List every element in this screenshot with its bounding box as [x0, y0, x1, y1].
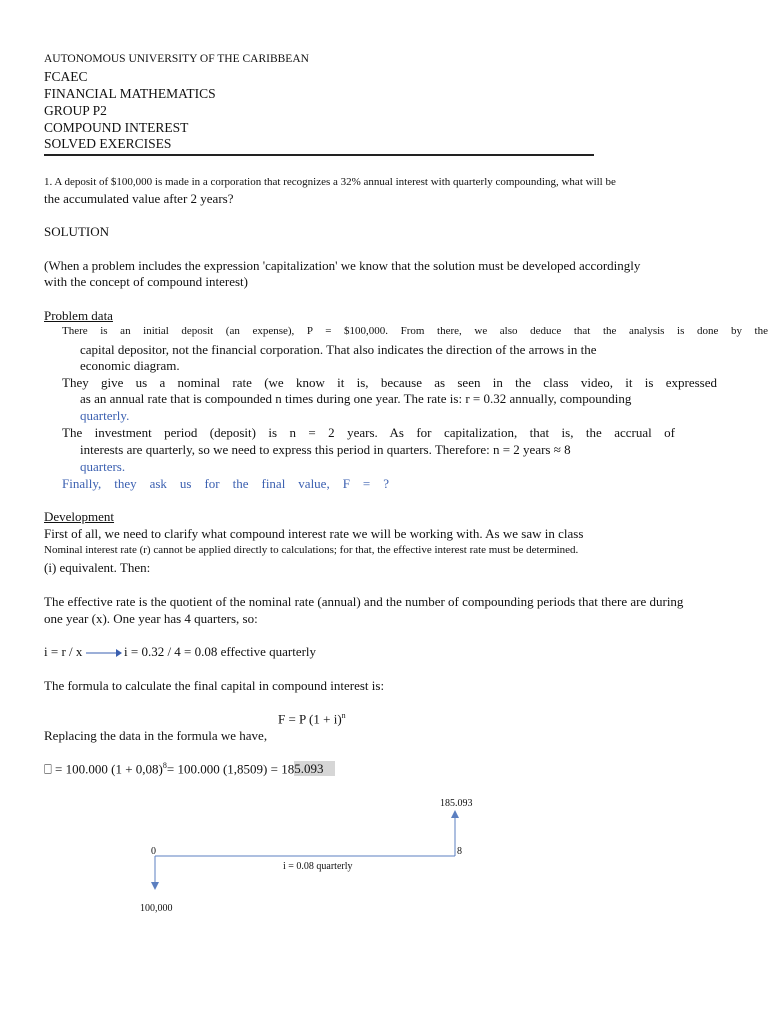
note-line2: with the concept of compound interest): [44, 274, 248, 289]
calculation-part-b: = 100.000 (1,8509) = 18: [166, 761, 295, 777]
note-line1: (When a problem includes the expression 'capitalization' we know that the solution must be developed accordingly: [44, 258, 641, 273]
solution-heading: SOLUTION: [44, 224, 109, 239]
document-type: SOLVED EXERCISES: [44, 136, 172, 151]
group-name: GROUP P2: [44, 103, 107, 118]
formula-exponent: n: [341, 711, 346, 720]
development-line2: Nominal interest rate (r) cannot be applied directly to calculations; for that, the effective interest rate must be determined.: [44, 544, 579, 556]
problem-data-p1-line3: economic diagram.: [80, 358, 180, 373]
problem-data-p2-line3: quarterly.: [80, 408, 130, 423]
effective-rate-result: i = 0.32 / 4 = 0.08 effective quarterly: [124, 644, 317, 659]
problem-data-p3-line2: interests are quarterly, so we need to express this period in quarters. Therefore: n = 2 years ≈ 8: [80, 442, 571, 457]
problem-data-heading: Problem data: [44, 308, 113, 323]
end-period-label: 8: [457, 846, 462, 857]
effective-rate-formula: i = r / x: [44, 644, 83, 659]
future-value-label: 185.093: [440, 798, 473, 809]
problem-data-p1-line2: capital depositor, not the financial corporation. That also indicates the direction of the arrows in the: [80, 342, 597, 357]
calculation-part-a: ⎕ = 100.000 (1 + 0,08): [44, 761, 163, 777]
development-line3: (i) equivalent. Then:: [44, 560, 151, 575]
problem-data-p4: Finally, they ask us for the final value, F = ?: [62, 476, 389, 491]
course-name: FINANCIAL MATHEMATICS: [44, 86, 216, 101]
replacing-data-text: Replacing the data in the formula we have,: [44, 728, 268, 743]
faculty-name: FCAEC: [44, 69, 88, 84]
formula-intro: The formula to calculate the final capital in compound interest is:: [44, 678, 385, 693]
present-value-label: 100,000: [140, 903, 173, 914]
exercise-statement-line1: 1. A deposit of $100,000 is made in a corporation that recognizes a 32% annual interest with quarterly compounding, what will be: [44, 176, 616, 188]
calculation-result-highlight: 5.093: [294, 761, 335, 776]
formula-base: F = P (1 + i): [278, 711, 342, 727]
exercise-statement-line2: the accumulated value after 2 years?: [44, 191, 234, 206]
start-period-label: 0: [151, 846, 156, 857]
arrow-up-icon: [451, 810, 459, 818]
development-line1: First of all, we need to clarify what compound interest rate we will be working with. As we saw in class: [44, 526, 584, 541]
problem-data-p2-line1: They give us a nominal rate (we know it is, because as seen in the class video, it is expressed: [62, 375, 717, 390]
arrow-down-icon: [151, 882, 159, 890]
effective-rate-line1: The effective rate is the quotient of the nominal rate (annual) and the number of compounding periods that there are during: [44, 594, 684, 609]
topic-name: COMPOUND INTEREST: [44, 120, 189, 135]
rate-label: i = 0.08 quarterly: [283, 861, 353, 872]
problem-data-p3-line3: quarters.: [80, 459, 126, 474]
development-heading: Development: [44, 509, 115, 524]
calculation-exponent: 8: [162, 761, 167, 770]
problem-data-p1-line1: There is an initial deposit (an expense), P = $100,000. From there, we also deduce that the analysis is done by the: [62, 325, 768, 337]
university-name: AUTONOMOUS UNIVERSITY OF THE CARIBBEAN: [44, 53, 309, 65]
problem-data-p2-line2: as an annual rate that is compounded n times during one year. The rate is: r = 0.32 annually, compounding: [80, 391, 632, 406]
effective-rate-line2: one year (x). One year has 4 quarters, so:: [44, 611, 258, 626]
problem-data-p3-line1: The investment period (deposit) is n = 2 years. As for capitalization, that is, the accrual of: [62, 425, 675, 440]
